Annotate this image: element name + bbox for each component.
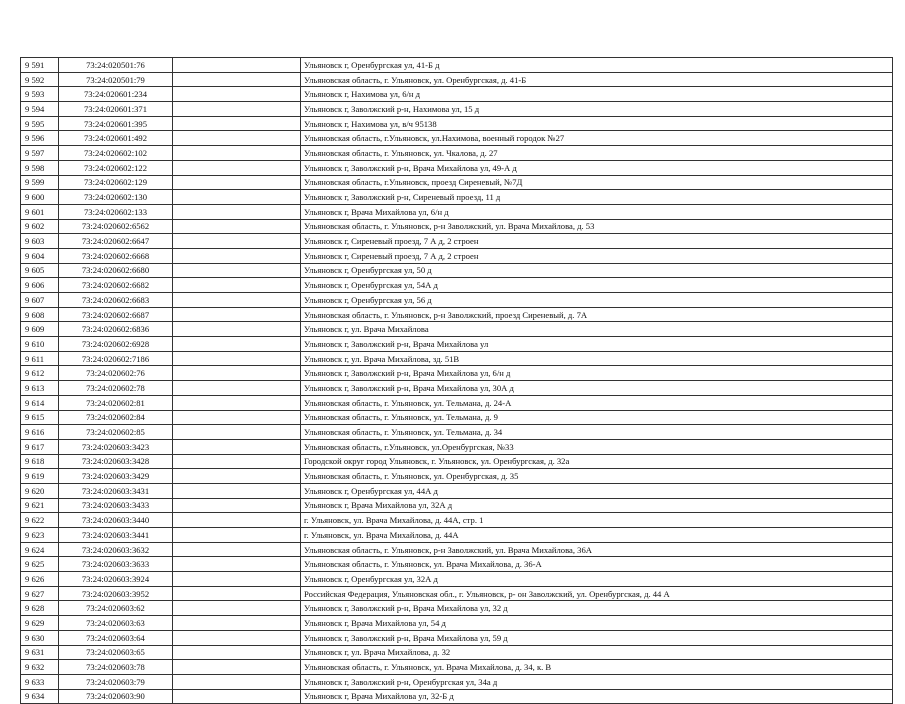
cadastral-number: 73:24:020603:3433 xyxy=(59,498,173,513)
address: Ульяновск г, Врача Михайлова ул, 32А д xyxy=(301,498,893,513)
empty-cell xyxy=(173,322,301,337)
table-row xyxy=(21,219,893,234)
address: Ульяновск г, ул. Врача Михайлова, зд. 51В xyxy=(301,351,893,366)
row-number: 9 606 xyxy=(21,278,59,293)
row-number: 9 591 xyxy=(21,58,59,73)
row-number: 9 596 xyxy=(21,131,59,146)
empty-cell xyxy=(173,410,301,425)
cadastral-number: 73:24:020602:7186 xyxy=(59,351,173,366)
table-row xyxy=(21,87,893,102)
cadastral-number: 73:24:020603:3924 xyxy=(59,572,173,587)
empty-cell xyxy=(173,498,301,513)
table-row xyxy=(21,263,893,278)
address: Ульяновская область, г. Ульяновск, р-н Заволжский, ул. Врача Михайлова, д. 53 xyxy=(301,219,893,234)
row-number: 9 633 xyxy=(21,674,59,689)
address: Ульяновск г, Заволжский р-н, Врача Михайлова ул xyxy=(301,337,893,352)
empty-cell xyxy=(173,381,301,396)
table-row xyxy=(21,351,893,366)
cadastral-number: 73:24:020501:76 xyxy=(59,58,173,73)
empty-cell xyxy=(173,557,301,572)
cadastral-number: 73:24:020602:6562 xyxy=(59,219,173,234)
table-row xyxy=(21,58,893,73)
empty-cell xyxy=(173,528,301,543)
row-number: 9 601 xyxy=(21,204,59,219)
address: Ульяновск г, Оренбургская ул, 50 д xyxy=(301,263,893,278)
empty-cell xyxy=(173,175,301,190)
table-row xyxy=(21,307,893,322)
row-number: 9 621 xyxy=(21,498,59,513)
address: Ульяновск г, Заволжский р-н, Сиреневый проезд, 11 д xyxy=(301,190,893,205)
table-row xyxy=(21,483,893,498)
address: Российская Федерация, Ульяновская обл., г. Ульяновск, р- он Заволжский, ул. Оренбургская, д. 44 А xyxy=(301,586,893,601)
empty-cell xyxy=(173,160,301,175)
empty-cell xyxy=(173,263,301,278)
cadastral-number: 73:24:020602:6668 xyxy=(59,248,173,263)
empty-cell xyxy=(173,248,301,263)
empty-cell xyxy=(173,454,301,469)
table-row xyxy=(21,469,893,484)
row-number: 9 594 xyxy=(21,102,59,117)
address: Ульяновск г, Сиреневый проезд, 7 А д, 2 строен xyxy=(301,234,893,249)
table-row xyxy=(21,248,893,263)
row-number: 9 607 xyxy=(21,293,59,308)
row-number: 9 620 xyxy=(21,483,59,498)
table-row xyxy=(21,616,893,631)
row-number: 9 604 xyxy=(21,248,59,263)
row-number: 9 610 xyxy=(21,337,59,352)
table-row xyxy=(21,410,893,425)
table-row xyxy=(21,572,893,587)
cadastral-number: 73:24:020603:78 xyxy=(59,660,173,675)
empty-cell xyxy=(173,87,301,102)
address: Ульяновская область, г.Ульяновск, ул.Нахимова, военный городок №27 xyxy=(301,131,893,146)
row-number: 9 631 xyxy=(21,645,59,660)
table-row xyxy=(21,322,893,337)
empty-cell xyxy=(173,425,301,440)
row-number: 9 613 xyxy=(21,381,59,396)
empty-cell xyxy=(173,72,301,87)
empty-cell xyxy=(173,674,301,689)
address: Ульяновск г, Врача Михайлова ул, 32-Б д xyxy=(301,689,893,704)
cadastral-number: 73:24:020603:3429 xyxy=(59,469,173,484)
row-number: 9 616 xyxy=(21,425,59,440)
cadastral-number: 73:24:020601:234 xyxy=(59,87,173,102)
cadastral-number: 73:24:020602:133 xyxy=(59,204,173,219)
cadastral-number: 73:24:020603:3431 xyxy=(59,483,173,498)
row-number: 9 627 xyxy=(21,586,59,601)
cadastral-number: 73:24:020602:85 xyxy=(59,425,173,440)
row-number: 9 600 xyxy=(21,190,59,205)
empty-cell xyxy=(173,219,301,234)
row-number: 9 624 xyxy=(21,542,59,557)
table-row xyxy=(21,395,893,410)
table-row xyxy=(21,204,893,219)
empty-cell xyxy=(173,616,301,631)
empty-cell xyxy=(173,469,301,484)
cadastral-number: 73:24:020603:79 xyxy=(59,674,173,689)
table-row xyxy=(21,660,893,675)
row-number: 9 593 xyxy=(21,87,59,102)
address: Ульяновск г, Врача Михайлова ул, 6/н д xyxy=(301,204,893,219)
row-number: 9 611 xyxy=(21,351,59,366)
address: Ульяновская область, г. Ульяновск, ул. Чкалова, д. 27 xyxy=(301,146,893,161)
document-page xyxy=(20,57,892,704)
address: Ульяновск г, Оренбургская ул, 54А д xyxy=(301,278,893,293)
cadastral-number: 73:24:020602:6680 xyxy=(59,263,173,278)
row-number: 9 614 xyxy=(21,395,59,410)
cadastral-number: 73:24:020603:3633 xyxy=(59,557,173,572)
address: Ульяновск г, Нахимова ул, 6/н д xyxy=(301,87,893,102)
row-number: 9 625 xyxy=(21,557,59,572)
address: Ульяновск г, Заволжский р-н, Врача Михайлова ул, 6/н д xyxy=(301,366,893,381)
address: Ульяновская область, г. Ульяновск, ул. Оренбургская, д. 35 xyxy=(301,469,893,484)
address: Ульяновск г, Оренбургская ул, 44А д xyxy=(301,483,893,498)
empty-cell xyxy=(173,190,301,205)
table-row xyxy=(21,293,893,308)
cadastral-number: 73:24:020603:3423 xyxy=(59,439,173,454)
address: Ульяновская область, г. Ульяновск, р-н Заволжский, проезд Сиреневый, д. 7А xyxy=(301,307,893,322)
address: Городской округ город Ульяновск, г. Ульяновск, ул. Оренбургская, д. 32а xyxy=(301,454,893,469)
table-row xyxy=(21,674,893,689)
address: Ульяновск г, Врача Михайлова ул, 54 д xyxy=(301,616,893,631)
cadastral-number: 73:24:020601:371 xyxy=(59,102,173,117)
address: Ульяновск г, Заволжский р-н, Врача Михайлова ул, 49-А д xyxy=(301,160,893,175)
empty-cell xyxy=(173,293,301,308)
cadastral-number: 73:24:020603:3441 xyxy=(59,528,173,543)
table-row xyxy=(21,425,893,440)
cadastral-number: 73:24:020603:62 xyxy=(59,601,173,616)
table-row xyxy=(21,190,893,205)
cadastral-number: 73:24:020603:3440 xyxy=(59,513,173,528)
empty-cell xyxy=(173,116,301,131)
address: Ульяновская область, г. Ульяновск, ул. Врача Михайлова, д. 36-А xyxy=(301,557,893,572)
cadastral-number: 73:24:020602:122 xyxy=(59,160,173,175)
empty-cell xyxy=(173,278,301,293)
cadastral-number: 73:24:020602:102 xyxy=(59,146,173,161)
row-number: 9 629 xyxy=(21,616,59,631)
cadastral-number: 73:24:020603:63 xyxy=(59,616,173,631)
address: Ульяновск г, Оренбургская ул, 32А д xyxy=(301,572,893,587)
address: Ульяновская область, г. Ульяновск, ул. Тельмана, д. 24-А xyxy=(301,395,893,410)
cadastral-number: 73:24:020602:84 xyxy=(59,410,173,425)
cadastral-number: 73:24:020603:3952 xyxy=(59,586,173,601)
row-number: 9 628 xyxy=(21,601,59,616)
empty-cell xyxy=(173,601,301,616)
table-row xyxy=(21,102,893,117)
empty-cell xyxy=(173,366,301,381)
table-row xyxy=(21,586,893,601)
empty-cell xyxy=(173,204,301,219)
table-row xyxy=(21,234,893,249)
cadastral-number: 73:24:020603:3428 xyxy=(59,454,173,469)
cadastral-number: 73:24:020602:78 xyxy=(59,381,173,396)
row-number: 9 608 xyxy=(21,307,59,322)
row-number: 9 598 xyxy=(21,160,59,175)
table-row xyxy=(21,630,893,645)
row-number: 9 595 xyxy=(21,116,59,131)
address: Ульяновск г, Оренбургская ул, 56 д xyxy=(301,293,893,308)
empty-cell xyxy=(173,58,301,73)
empty-cell xyxy=(173,542,301,557)
row-number: 9 623 xyxy=(21,528,59,543)
empty-cell xyxy=(173,483,301,498)
cadastral-number: 73:24:020603:3632 xyxy=(59,542,173,557)
row-number: 9 632 xyxy=(21,660,59,675)
table-row xyxy=(21,131,893,146)
empty-cell xyxy=(173,351,301,366)
table-row xyxy=(21,175,893,190)
cadastral-number: 73:24:020602:6928 xyxy=(59,337,173,352)
row-number: 9 617 xyxy=(21,439,59,454)
address: Ульяновская область, г. Ульяновск, ул. Тельмана, д. 9 xyxy=(301,410,893,425)
empty-cell xyxy=(173,307,301,322)
table-row xyxy=(21,439,893,454)
row-number: 9 592 xyxy=(21,72,59,87)
table-row xyxy=(21,645,893,660)
empty-cell xyxy=(173,645,301,660)
cadastral-number: 73:24:020602:6836 xyxy=(59,322,173,337)
address: Ульяновская область, г. Ульяновск, ул. Оренбургская, д. 41-Б xyxy=(301,72,893,87)
address: г. Ульяновск, ул. Врача Михайлова, д. 44А xyxy=(301,528,893,543)
address: Ульяновск г, Нахимова ул, в/ч 95138 xyxy=(301,116,893,131)
table-row xyxy=(21,146,893,161)
table-row xyxy=(21,72,893,87)
table-body xyxy=(21,58,893,704)
row-number: 9 603 xyxy=(21,234,59,249)
address: г. Ульяновск, ул. Врача Михайлова, д. 44А, стр. 1 xyxy=(301,513,893,528)
address: Ульяновская область, г. Ульяновск, р-н Заволжский, ул. Врача Михайлова, 36А xyxy=(301,542,893,557)
address: Ульяновск г, Заволжский р-н, Врача Михайлова ул, 32 д xyxy=(301,601,893,616)
address: Ульяновская область, г. Ульяновск, ул. Тельмана, д. 34 xyxy=(301,425,893,440)
address: Ульяновская область, г.Ульяновск, ул.Оренбургская, №33 xyxy=(301,439,893,454)
row-number: 9 599 xyxy=(21,175,59,190)
empty-cell xyxy=(173,630,301,645)
cadastral-number: 73:24:020602:76 xyxy=(59,366,173,381)
table-row xyxy=(21,278,893,293)
empty-cell xyxy=(173,439,301,454)
address: Ульяновск г, ул. Врача Михайлова, д. 32 xyxy=(301,645,893,660)
address: Ульяновск г, Сиреневый проезд, 7 А д, 2 строен xyxy=(301,248,893,263)
table-row xyxy=(21,381,893,396)
table-row xyxy=(21,454,893,469)
table-row xyxy=(21,557,893,572)
cadastral-number: 73:24:020603:90 xyxy=(59,689,173,704)
row-number: 9 602 xyxy=(21,219,59,234)
cadastral-number: 73:24:020602:129 xyxy=(59,175,173,190)
row-number: 9 630 xyxy=(21,630,59,645)
empty-cell xyxy=(173,337,301,352)
row-number: 9 619 xyxy=(21,469,59,484)
table-row xyxy=(21,498,893,513)
address: Ульяновск г, Заволжский р-н, Врача Михайлова ул, 30А д xyxy=(301,381,893,396)
row-number: 9 597 xyxy=(21,146,59,161)
cadastral-number: 73:24:020601:395 xyxy=(59,116,173,131)
empty-cell xyxy=(173,131,301,146)
row-number: 9 615 xyxy=(21,410,59,425)
table-row xyxy=(21,542,893,557)
cadastral-number: 73:24:020602:6687 xyxy=(59,307,173,322)
empty-cell xyxy=(173,513,301,528)
address: Ульяновск г, Заволжский р-н, Врача Михайлова ул, 59 д xyxy=(301,630,893,645)
row-number: 9 612 xyxy=(21,366,59,381)
table-row xyxy=(21,513,893,528)
cadastral-number: 73:24:020603:65 xyxy=(59,645,173,660)
address: Ульяновская область, г. Ульяновск, ул. Врача Михайлова, д. 34, к. В xyxy=(301,660,893,675)
empty-cell xyxy=(173,660,301,675)
address: Ульяновск г, ул. Врача Михайлова xyxy=(301,322,893,337)
empty-cell xyxy=(173,146,301,161)
row-number: 9 605 xyxy=(21,263,59,278)
cadastral-number: 73:24:020602:6682 xyxy=(59,278,173,293)
table-row xyxy=(21,366,893,381)
empty-cell xyxy=(173,102,301,117)
empty-cell xyxy=(173,689,301,704)
cadastral-number: 73:24:020602:6683 xyxy=(59,293,173,308)
cadastral-number: 73:24:020602:81 xyxy=(59,395,173,410)
table-row xyxy=(21,601,893,616)
row-number: 9 622 xyxy=(21,513,59,528)
empty-cell xyxy=(173,586,301,601)
row-number: 9 626 xyxy=(21,572,59,587)
cadastral-number: 73:24:020501:79 xyxy=(59,72,173,87)
cadastral-number: 73:24:020602:130 xyxy=(59,190,173,205)
empty-cell xyxy=(173,234,301,249)
table-row xyxy=(21,116,893,131)
address: Ульяновск г, Оренбургская ул, 41-Б д xyxy=(301,58,893,73)
address: Ульяновская область, г.Ульяновск, проезд Сиреневый, №7Д xyxy=(301,175,893,190)
table-row xyxy=(21,337,893,352)
table-row xyxy=(21,689,893,704)
address: Ульяновск г, Заволжский р-н, Оренбургская ул, 34а д xyxy=(301,674,893,689)
address: Ульяновск г, Заволжский р-н, Нахимова ул, 15 д xyxy=(301,102,893,117)
cadastral-number: 73:24:020601:492 xyxy=(59,131,173,146)
empty-cell xyxy=(173,572,301,587)
cadastral-number: 73:24:020602:6647 xyxy=(59,234,173,249)
table-row xyxy=(21,528,893,543)
table-row xyxy=(21,160,893,175)
empty-cell xyxy=(173,395,301,410)
cadastral-number: 73:24:020603:64 xyxy=(59,630,173,645)
row-number: 9 634 xyxy=(21,689,59,704)
cadastral-address-table xyxy=(20,57,893,704)
row-number: 9 609 xyxy=(21,322,59,337)
row-number: 9 618 xyxy=(21,454,59,469)
